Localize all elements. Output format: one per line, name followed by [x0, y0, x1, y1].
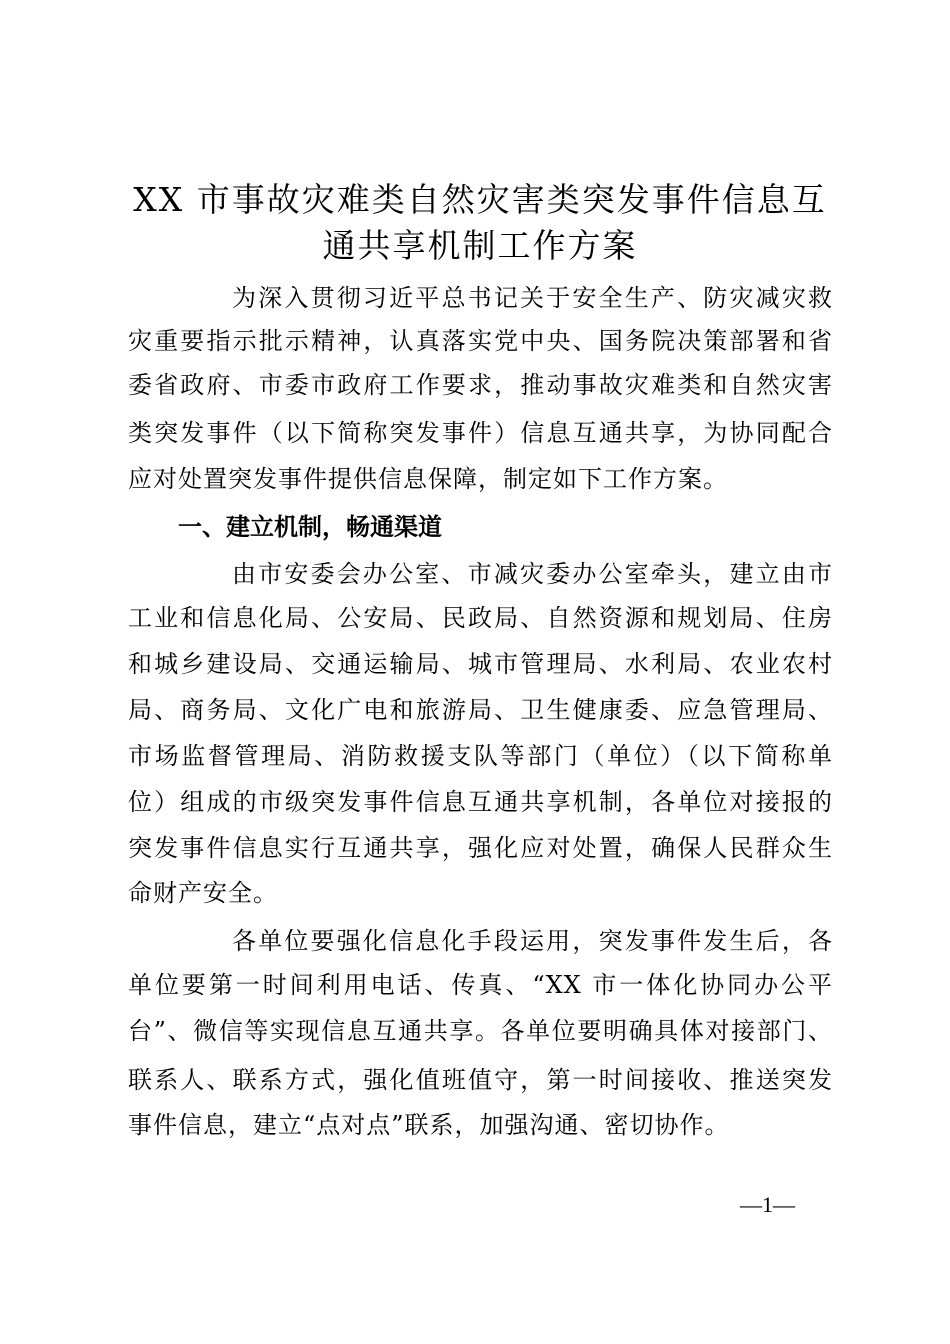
para2-line-1: 各单位要强化信息化手段运用，突发事件发生后，各	[232, 927, 833, 955]
intro-line-4: 类突发事件（以下简称突发事件）信息互通共享，为协同配合	[128, 419, 833, 447]
para2-line-5: 事件信息，建立“点对点”联系，加强沟通、密切协作。	[128, 1111, 730, 1139]
para1-line-4: 局、商务局、文化广电和旅游局、卫生健康委、应急管理局、	[128, 696, 833, 724]
intro-line-2: 灾重要指示批示精神，认真落实党中央、国务院决策部署和省	[128, 327, 833, 355]
para1-line-6: 位）组成的市级突发事件信息互通共享机制，各单位对接报的	[128, 788, 833, 816]
para2-line-2: 单位要第一时间利用电话、传真、“XX 市一体化协同办公平	[128, 971, 833, 999]
intro-line-1: 为深入贯彻习近平总书记关于安全生产、防灾减灾救	[232, 284, 833, 312]
para1-line-7: 突发事件信息实行互通共享，强化应对处置，确保人民群众生	[128, 834, 833, 862]
para2-line-4: 联系人、联系方式，强化值班值守，第一时间接收、推送突发	[128, 1066, 833, 1094]
para1-line-3: 和城乡建设局、交通运输局、城市管理局、水利局、农业农村	[128, 650, 833, 678]
page-number: —1—	[740, 1192, 795, 1217]
intro-line-5: 应对处置突发事件提供信息保障，制定如下工作方案。	[128, 465, 728, 493]
intro-line-3: 委省政府、市委市政府工作要求，推动事故灾难类和自然灾害	[128, 371, 833, 399]
para2-line-3: 台”、微信等实现信息互通共享。各单位要明确具体对接部门、	[128, 1017, 833, 1045]
para1-line-8: 命财产安全。	[128, 879, 278, 907]
document-title-line-2: 通共享机制工作方案	[322, 226, 638, 265]
para1-line-1: 由市安委会办公室、市减灾委办公室牵头，建立由市	[232, 560, 833, 588]
document-title-line-1: XX 市事故灾难类自然灾害类突发事件信息互	[133, 180, 827, 219]
para1-line-2: 工业和信息化局、公安局、民政局、自然资源和规划局、住房	[128, 604, 833, 632]
para1-line-5: 市场监督管理局、消防救援支队等部门（单位）（以下简称单	[128, 742, 833, 770]
section-1-heading: 一、建立机制，畅通渠道	[178, 513, 442, 541]
